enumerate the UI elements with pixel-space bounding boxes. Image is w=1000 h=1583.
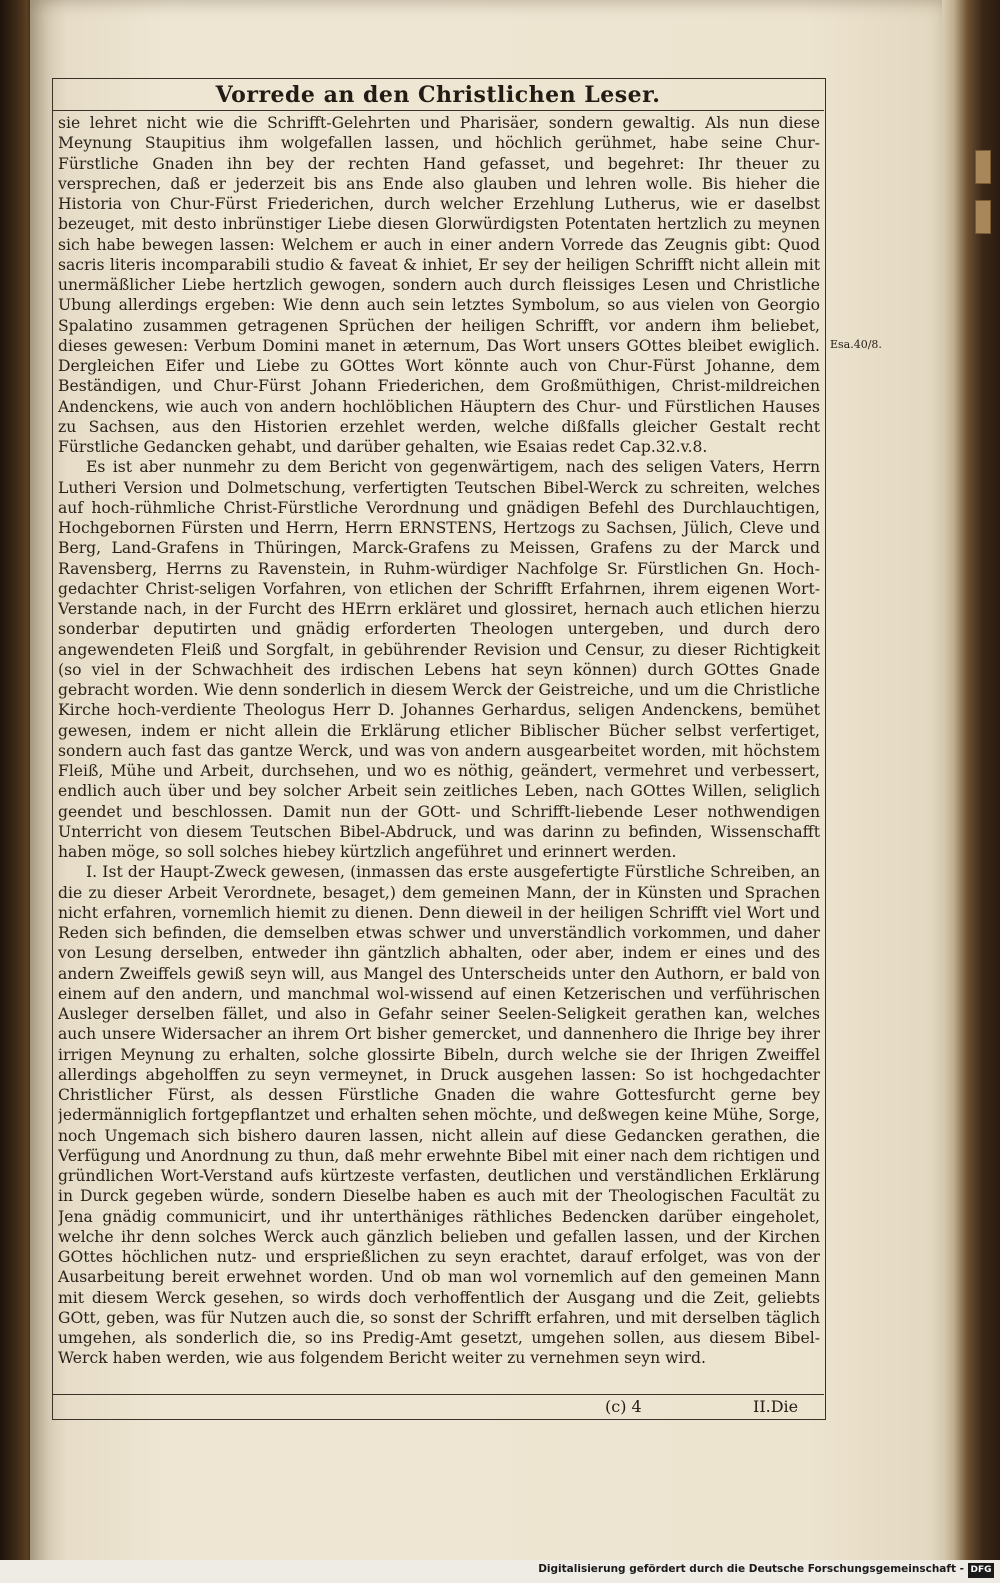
- book-cover-edge: [942, 0, 1000, 1583]
- paragraph-2: Es ist aber nunmehr zu dem Bericht von gegenwärtigem, nach des seligen Vaters, Herrn Lutheri Version und Dolmetschung, verfertigten Teutschen Bibel-Werck zu schreiten, welches auf hoch-rühmliche Christ-Fürstliche Verordnung und gnädigen Befehl des Durchlauchtigen, Hochgebornen Fürsten und Herrn, Herrn ERNSTENS, Hertzogs zu Sachsen, Jülich, Cleve und Berg, Land-Grafens in Thüringen, Marck-Grafens zu Meissen, Grafens zu der Marck und Ravensberg, Herrns zu Ravenstein, in Ruhm-würdiger Nachfolge Sr. Fürstlichen Gn. Hoch-gedachter Christ-seligen Vorfahren, von etlichen der Schrifft Erfahrnen, ihrem eigenen Wort-Verstande nach, in der Furcht des HErrn erkläret und glossiret, hernach auch etlichen hierzu sonderbar deputirten und gnädig erforderten Theologen untergeben, und durch dero angewendeten Fleiß und Sorgfalt, in gebührender Revision und Censur, zu dieser Richtigkeit (so viel in der Schwachheit des irdischen Lebens hat seyn können) durch GOttes Gnade gebracht worden. Wie denn sonderlich in diesem Werck der Geistreiche, und um die Christliche Kirche hoch-verdiente Theologus Herr D. Johannes Gerhardus, seligen Andenckens, bemühet gewesen, indem er nicht allein die Erklärung etlicher Biblischer Bücher selbst verfertiget, sondern auch fast das gantze Werck, und was von andern ausgearbeitet worden, mit höchstem Fleiß, Mühe und Arbeit, durchsehen, und wo es nöthig, geändert, vermehret und verbessert, endlich auch über und bey solcher Arbeit sein zeitliches Leben, nach GOttes Willen, seliglich geendet und beschlossen. Damit nun der GOtt- und Schrifft-liebende Leser nothwendigen Unterricht von diesem Teutschen Bibel-Abdruck, und was darinn zu befinden, Wissenschafft haben möge, so soll solches hiebey kürtzlich angeführet und erinnert werden.: [58, 458, 820, 861]
- page-edge-tab: [975, 200, 991, 234]
- dfg-logo: DFG: [968, 1563, 994, 1578]
- paragraph-1: sie lehret nicht wie die Schrifft-Gelehrten und Pharisäer, sondern gewaltig. Als nun diese Meynung Staupitius ihm wolgefallen lassen, und höchlich gerühmet, habe seine Chur-Fürstliche Gnaden ihn bey der rechten Hand gefasset, und begehret: Ihr theuer zu versprechen, daß er jederzeit bis ans Ende also glauben und lehren wolle. Bis hieher die Historia von Chur-Fürst Friederichen, durch welcher Erzehlung Lutherus, wie er daselbst bezeuget, mit desto inbrünstiger Liebe diesen Glorwürdigsten Potentaten hertzlich zu meynen sich habe bewegen lassen: Welchem er auch in einer andern Vorrede das Zeugnis gibt: Quod sacris literis incomparabili studio & faveat & inhiet, Er sey der heiligen Schrifft nicht allein mit unermäßlicher Liebe hertzlich gewogen, sondern auch durch fleissiges Lesen und Christliche Ubung allerdings ergeben: Wie denn auch sein letztes Symbolum, so aus vielen von Georgio Spalatino zusammen getragenen Sprüchen der heiligen Schrifft, vor andern ihm beliebet, dieses gewesen: Verbum Domini manet in æternum, Das Wort unsers GOttes bleibet ewiglich. Dergleichen Eifer und Liebe zu GOttes Wort könnte auch von Chur-Fürst Johanne, dem Beständigen, und Chur-Fürst Johann Friederichen, dem Großmüthigen, Christ-mildreichen Andenckens, wie auch von andern hochlöblichen Häuptern des Chur- und Fürstlichen Hauses zu Sachsen, aus den Historien erzehlet werden, welche dißfalls gleicher Gestalt recht Fürstliche Gedancken gehabt, und darüber gehalten, wie Esaias redet Cap.32.v.8.: [58, 114, 820, 456]
- signature-mark: (c) 4: [605, 1397, 642, 1416]
- footer-credit: Digitalisierung gefördert durch die Deutsche Forschungsgemeinschaft -: [538, 1563, 964, 1575]
- header-rule: [52, 110, 824, 111]
- running-head: Vorrede an den Christlichen Leser.: [215, 82, 661, 108]
- page-edge-tab: [975, 150, 991, 184]
- footer-rule: [52, 1394, 824, 1395]
- catchword: II.Die: [753, 1397, 799, 1416]
- margin-note: Esa.40/8.: [830, 338, 882, 351]
- paragraph-3: I. Ist der Haupt-Zweck gewesen, (inmassen das erste ausgefertigte Fürstliche Schreiben, an die zu dieser Arbeit Verordnete, besaget,) dem gemeinen Mann, der in Künsten und Sprachen nicht erfahren, vornemlich hiemit zu dienen. Denn dieweil in der heiligen Schrifft viel Wort und Reden sich befinden, die demselben etwas schwer und unverständlich vorkommen, und daher von Lesung derselben, entweder ihn gäntzlich abhalten, oder aber, indem er eines und des andern Zweiffels gewiß seyn will, aus Mangel des Unterscheids unter den Authorn, er bald von einem auf den andern, und manchmal wol-wissend auf einen Ketzerischen und verführischen Ausleger derselben fället, und also in Gefahr seiner Seelen-Seligkeit gerathen kan, welches auch unsere Widersacher an ihrem Ort bisher gemercket, und dannenhero die Ihrige bey ihrer irrigen Meynung zu erhalten, solche glossirte Bibeln, durch welche sie der Ihrigen Zweiffel allerdings abgeholffen zu seyn vermeynet, in Druck ausgehen lassen: So ist hochgedachter Christlicher Fürst, als dessen Fürstliche Gnaden die wahre Gottesfurcht gerne bey jedermänniglich fortgepflantzet und erhalten sehen möchte, und deßwegen keine Mühe, Sorge, noch Ungemach sich bishero dauren lassen, nicht allein auf diese Gedancken gerathen, die Verfügung und Anordnung zu thun, daß mehr erwehnte Bibel mit einer nach dem richtigen und gründlichen Wort-Verstand aufs kürtzeste verfasten, deutlichen und verständlichen Erklärung in Durck gegeben würde, sondern Dieselbe haben es auch mit der Theologischen Facultät zu Jena gnädig communicirt, und ihr unterthäniges räthliches Bedencken darüber eingeholet, welche ihr denn solches Werck auch gänzlich belieben und gefallen lassen, und der Kirchen GOttes höchlichen nutz- und ersprießlichen zu seyn erachtet, darauf erfolget, was von der Ausarbeitung bereit erwehnet worden. Und ob man wol vornemlich auf den gemeinen Mann mit diesem Werck gesehen, so wirds doch verhoffentlich der Ausgang und die Zeit, geliebts GOtt, geben, was für Nutzen auch die, so sonst der Schrifft erfahren, und mit derselben täglich umgehen, als sonderlich die, so ins Predig-Amt gesetzt, umgehen sollen, aus diesem Bibel-Werck haben werden, wie aus folgendem Bericht weiter zu vernehmen seyn wird.: [58, 863, 820, 1368]
- book-binding: [0, 0, 34, 1583]
- body-text: [58, 113, 820, 1391]
